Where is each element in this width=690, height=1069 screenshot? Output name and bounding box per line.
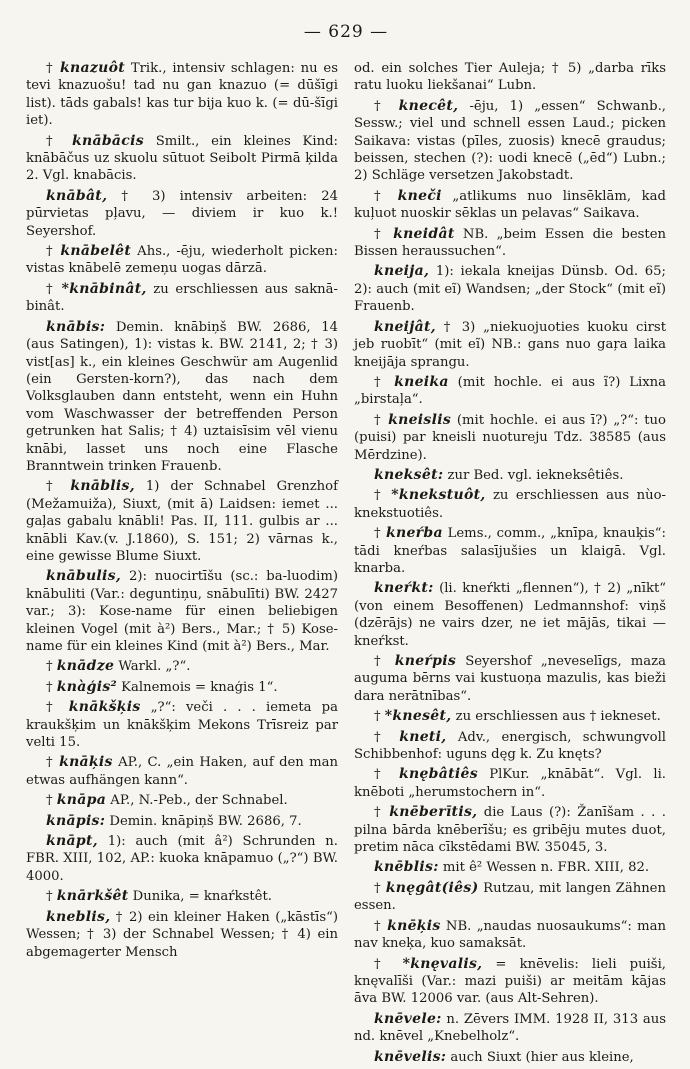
dagger-mark: † bbox=[374, 98, 399, 114]
left-column bbox=[26, 60, 338, 1069]
dagger-mark: † bbox=[374, 488, 392, 504]
dagger-mark: † bbox=[374, 767, 399, 783]
dagger-mark: † bbox=[46, 755, 60, 771]
dictionary-entry bbox=[354, 98, 666, 185]
entry-text: Smilt., ein kleines Kind: knābāčus uz skuolu sūtuot Seibolt Pirmā ķilda 2. Vgl. knabācis. bbox=[26, 133, 338, 184]
dagger-mark: † bbox=[374, 526, 386, 542]
dictionary-entry bbox=[26, 478, 338, 565]
entry-text: (mit hochle. ei aus ī?) „?“: tuo (puisi) par kneisli nuotureju Tdz. 38585 (aus Mērdzine). bbox=[354, 412, 666, 463]
entry-text: Lems., comm., „knīpa, knauķis“: tādi kneŕbas salasījušies un klaigā. Vgl. knarba. bbox=[354, 526, 666, 576]
dictionary-entry bbox=[26, 243, 338, 278]
headword: kneŕkt: bbox=[374, 580, 434, 597]
dictionary-entry bbox=[354, 880, 666, 915]
dictionary-entry bbox=[26, 754, 338, 789]
dictionary-entry bbox=[354, 766, 666, 801]
dagger-mark: † bbox=[46, 889, 57, 905]
entry-text: † 2) ein kleiner Haken („kāstīs“) Wessen; † 3) der Schnabel Wessen; † 4) ein abgemagerter Mensch bbox=[26, 909, 338, 960]
entry-text: zur Bed. vgl. iekneksêtiês. bbox=[443, 467, 624, 483]
dagger-mark: † bbox=[374, 918, 388, 934]
entry-text: Ahs., -ēju, wiederholt picken: vistas knābelē zemeņu uogas dārzā. bbox=[26, 244, 338, 277]
dictionary-entry bbox=[26, 833, 338, 885]
entry-text: Warkl. „?“. bbox=[114, 659, 191, 675]
entry-text: -ēju, 1) „essen“ Schwanb., Sessw.; viel und schnell essen Laud.; picken Saikava: vistas (pīles, zuosis) knecē graudus; beissen, stechen (?): uodi knecē („ēd“) Lubn.; 2) Schläge versetzen Jakobstadt. bbox=[354, 98, 666, 184]
entry-text: † 3) intensiv arbeiten: 24 pūrvietas pļavu, — diviem ir kuo k.! Seyershof. bbox=[26, 188, 338, 239]
entry-text: mit ê² Wessen n. FBR. XIII, 82. bbox=[438, 860, 650, 876]
headword: kneika bbox=[394, 373, 449, 390]
entry-text: Rutzau, mit langen Zähnen essen. bbox=[354, 880, 666, 914]
dagger-mark: † bbox=[46, 61, 61, 76]
headword: knēvele: bbox=[374, 1010, 442, 1027]
headword: kneislis bbox=[388, 411, 451, 428]
dictionary-entry bbox=[26, 319, 338, 476]
entry-text: AP., N.-Peb., der Schnabel. bbox=[106, 793, 288, 809]
entry-text: NB. „naudas nuosaukums“: man nav kneķa, kuo samaksāt. bbox=[354, 918, 666, 952]
dagger-mark: † bbox=[46, 679, 57, 695]
dagger-mark: † bbox=[46, 700, 69, 716]
entry-text: 2): nuocirtīšu (sc.: ba-luodim) knābuliti (Var.: deguntiņu, snābulīti) BW. 2427 var.; 3): Kose-name für einen beliebigen kleinen Vogel (mit à²) Bers., Mar.; † 5) Kose-name für ein kleines Kind (mit à²) Bers., Mar. bbox=[26, 569, 338, 654]
right-column bbox=[354, 60, 666, 1069]
entry-text: zu erschliessen aus † iekneset. bbox=[451, 709, 661, 725]
dictionary-entry bbox=[354, 1049, 666, 1066]
headword: knāpa bbox=[56, 792, 107, 809]
dictionary-entry bbox=[354, 263, 666, 315]
headword: knēberītis, bbox=[389, 804, 478, 821]
headword: knābulis, bbox=[46, 568, 122, 585]
dagger-mark: † bbox=[374, 729, 400, 745]
entry-text: AP., C. „ein Haken, auf den man etwas aufhängen kann“. bbox=[26, 755, 338, 788]
dagger-mark: † bbox=[374, 956, 403, 972]
headword: *knesêt, bbox=[384, 708, 452, 725]
headword: kneksêt: bbox=[374, 466, 444, 483]
headword: kneidât bbox=[393, 225, 455, 242]
dictionary-entry bbox=[354, 319, 666, 371]
dagger-mark: † bbox=[46, 133, 72, 149]
page-number-value: 629 bbox=[328, 22, 364, 42]
entry-text: auch Siuxt (hier aus kleine, bbox=[446, 1049, 634, 1065]
dagger-mark: † bbox=[374, 880, 386, 896]
headword: *knābinât, bbox=[61, 280, 147, 297]
dagger-mark: † bbox=[46, 479, 71, 495]
dagger-mark: † bbox=[374, 412, 389, 428]
dagger-mark: † bbox=[374, 226, 394, 242]
dictionary-entry bbox=[354, 729, 666, 764]
dictionary-entry bbox=[26, 281, 338, 316]
entry-text: Kalnemois = knaģis 1“. bbox=[116, 679, 278, 695]
dictionary-entry bbox=[26, 133, 338, 185]
entry-text: Demin. knāpiņš BW. 2686, 7. bbox=[105, 813, 302, 829]
dictionary-entry bbox=[354, 708, 666, 725]
entry-text: = knēvelis: lieli puiši, knęvalīši (Var.: mazi puiši) ar meitām kājas āva BW. 12006 var. (aus Alt-Sehren). bbox=[354, 956, 666, 1007]
dictionary-entry bbox=[354, 918, 666, 953]
dictionary-entry bbox=[26, 699, 338, 751]
headword: *knęvalis, bbox=[402, 955, 483, 972]
dagger-mark: † bbox=[374, 709, 385, 725]
dictionary-entry bbox=[26, 658, 338, 675]
dictionary-entry bbox=[26, 792, 338, 809]
dictionary-entry bbox=[354, 859, 666, 876]
headword: knazuôt bbox=[60, 60, 126, 76]
dagger-mark: † bbox=[374, 374, 395, 390]
entry-text: Dunika, = knaŕkstêt. bbox=[128, 889, 272, 905]
entry-text: 1) der Schnabel Grenzhof (Mežamuiža), Siuxt, (mit ā) Laidsen: iemet ... gaļas gabalu knābli! Pas. II, 111. gulbis ar ... knābli Kav.(v. J.1860), S. 151; 2) vārnas k., eine gewisse Blume Siuxt. bbox=[26, 479, 338, 564]
entry-text: zu erschliessen aus saknā-binât. bbox=[26, 281, 338, 315]
headword: knecêt, bbox=[398, 97, 459, 114]
headword: kneŕba bbox=[386, 525, 443, 542]
dictionary-entry bbox=[26, 60, 338, 130]
entry-text: (li. kneŕkti „flennen“), † 2) „nīkt“ (von einem Besoffenen) Ledmannshof: viņš (dzērājs) ne vairs dzer, ne iet mājās, tikai — kneŕkst. bbox=[354, 581, 666, 649]
dictionary-entry bbox=[354, 804, 666, 856]
headword: kneči bbox=[397, 187, 442, 204]
headword: knęgât(iês) bbox=[385, 879, 479, 896]
headword: knābelêt bbox=[60, 243, 132, 260]
headword: knāblis, bbox=[70, 478, 135, 495]
entry-text: PlKur. „knābāt“. Vgl. li. knēboti „herumstochern in“. bbox=[354, 767, 666, 800]
headword: knēvelis: bbox=[374, 1048, 447, 1065]
dagger-mark: † bbox=[374, 805, 390, 821]
dictionary-entry bbox=[354, 60, 666, 95]
headword: knābât, bbox=[46, 187, 108, 204]
dictionary-entry bbox=[26, 813, 338, 830]
headword: *knekstuôt, bbox=[391, 487, 486, 504]
headword: knāpt, bbox=[46, 833, 98, 850]
dictionary-entry bbox=[26, 888, 338, 905]
entry-text: (mit hochle. ei aus ĩ?) Lixna „birstaļa“. bbox=[354, 374, 666, 408]
entry-text: Demin. knābiņš BW. 2686, 14 (aus Satingen), 1): vistas k. BW. 2141, 2; † 3) vist[as] k., ein kleines Geschwür am Augenlid (ein Gersten-korn?), das nach dem Volksglauben dann entsteht, wenn ein Huhn vom Waschwasser der betreffenden Person getrunken hat Salis; † 4) uztaisīsim vēl vienu knābi, lasset uns noch eine Flasche Branntwein trinken Frauenb. bbox=[26, 319, 338, 474]
entry-text: „atlikums nuo linsēklām, kad kuļuot nuoskir sēklas un pelavas“ Saikava. bbox=[354, 188, 666, 222]
dictionary-entry bbox=[354, 374, 666, 409]
columns bbox=[26, 60, 666, 1069]
dictionary-entry bbox=[354, 467, 666, 484]
dictionary-entry bbox=[354, 412, 666, 464]
dictionary-entry bbox=[354, 653, 666, 705]
entry-text: od. ein solches Tier Auleja; † 5) „darba rīks ratu luoku liekšanai“ Lubn. bbox=[354, 61, 666, 94]
headword: knābis: bbox=[46, 318, 106, 335]
entry-text: „?“: veči . . . iemeta pa kraukšķim un knākšķim Mekons Trīsreiz par velti 15. bbox=[26, 700, 338, 751]
headword: knēķis bbox=[387, 917, 441, 934]
dictionary-entry bbox=[354, 1011, 666, 1046]
dictionary-entry bbox=[354, 487, 666, 522]
entry-text: 1): iekala kneijas Dünsb. Od. 65; 2): auch (mit eĩ) Wandsen; „der Stock“ (mit eĩ) Frauenb. bbox=[354, 264, 666, 315]
dictionary-entry bbox=[26, 188, 338, 240]
headword: knārkšêt bbox=[56, 888, 129, 905]
headword: kneblis, bbox=[46, 908, 111, 925]
entry-text: n. Zēvers IMM. 1928 II, 313 aus nd. knēvel „Knebelholz“. bbox=[354, 1011, 666, 1045]
headword: knębâtiês bbox=[398, 766, 478, 783]
headword: knāķis bbox=[59, 754, 113, 771]
headword: knādze bbox=[56, 658, 115, 675]
headword: kneijât, bbox=[374, 318, 436, 335]
dagger-mark: † bbox=[46, 659, 57, 675]
dagger-mark: † bbox=[46, 244, 61, 260]
headword: kneija, bbox=[374, 263, 430, 280]
dictionary-entry bbox=[26, 568, 338, 655]
dagger-mark: † bbox=[46, 281, 62, 297]
dagger-mark: † bbox=[46, 793, 57, 809]
dagger-mark: † bbox=[374, 188, 398, 204]
dictionary-entry bbox=[354, 525, 666, 577]
entry-text: zu erschliessen aus nùo-knekstuotiês. bbox=[354, 488, 666, 521]
dictionary-entry bbox=[26, 679, 338, 696]
dictionary-entry bbox=[26, 909, 338, 961]
entry-text: Seyershof „neveselīgs, maza auguma bērns vai kustuoņa mazulis, kas bieži dara nerātnības“. bbox=[354, 654, 666, 704]
headword: kneŕpis bbox=[394, 653, 457, 669]
headword: knàģis² bbox=[56, 678, 117, 695]
page-number: — 629 — bbox=[303, 22, 389, 42]
entry-text: † 3) „niekuojuoties kuoku cirst jeb ruobīt“ (mit eĩ) NB.: gans nuo gaŗa laika kneijāja sprangu. bbox=[354, 319, 666, 370]
entry-text: NB. „beim Essen die besten Bissen heraussuchen“. bbox=[354, 226, 666, 260]
entry-text: Adv., energisch, schwungvoll Schibbenhof: uguns dęg k. Zu knęts? bbox=[354, 729, 666, 763]
dictionary-entry bbox=[354, 226, 666, 261]
entry-text: die Laus (?): Žanīšam . . . pilna bārda knēberīšu; es gribēju mutes duot, pretim nāca cīkstēdami BW. 35045, 3. bbox=[354, 805, 666, 856]
entry-text: Trik., intensiv schlagen: nu es tevi knazuošu! tad nu gan knazuo (= dūšīgi list). tāds gabals! kas tur bija kuo k. (= dū-šīgi iet). bbox=[26, 61, 338, 129]
headword: knēblis: bbox=[374, 859, 439, 876]
headword: kneti, bbox=[399, 728, 447, 745]
headword: knābācis bbox=[71, 132, 144, 149]
headword: knāpis: bbox=[46, 812, 106, 829]
headword: knākšķis bbox=[68, 699, 141, 716]
dictionary-entry bbox=[354, 580, 666, 650]
dagger-mark: † bbox=[374, 654, 395, 669]
dictionary-entry bbox=[354, 188, 666, 223]
entry-text: 1): auch (mit â²) Schrunden n. FBR. XIII, 102, AP.: kuoka knāpamuo („?“) BW. 4000. bbox=[26, 834, 338, 884]
